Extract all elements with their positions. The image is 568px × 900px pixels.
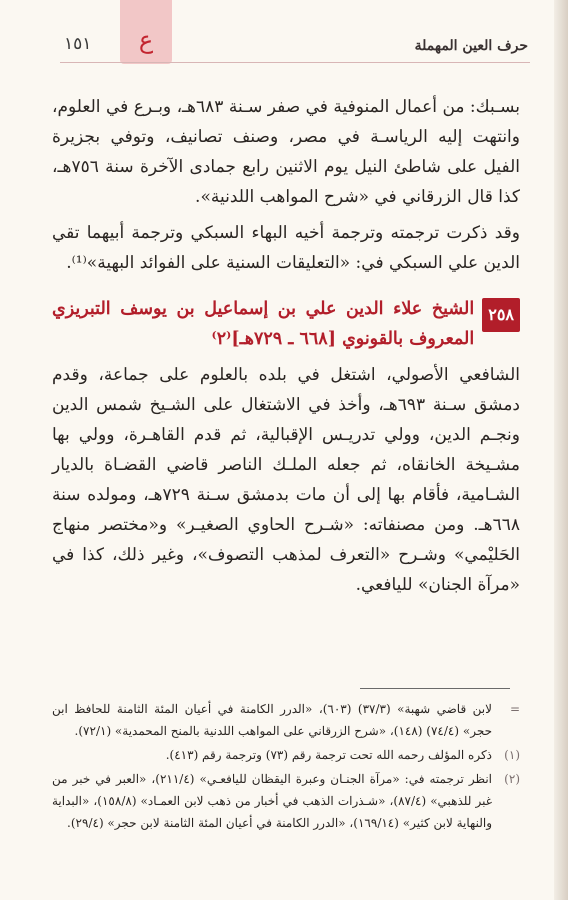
footnote: [52, 698, 520, 742]
paragraph-3: الشافعي الأصولي، اشتغل في بلده بالعلوم على جماعة، وقدم دمشق سـنة ٦٩٣هـ، وأخذ في الاشتغال على الشـيخ شمس الدين ونجـم الدين، وولي تدريـس الإقبالية، ثم قدم القاهـرة، وولي بها مشـيخة الخانقاه، ثم جعله الملـك الناصر قاضي القضـاة بالديار الشـامية، فأقام بها إلى أن مات بدمشق سـنة ٧٢٩هـ، ومولده سنة ٦٦٨هـ. ومن مصنفاته: «شـرح الحاوي الصغيـر» و«مختصر منهاج الحَليْمي» وشـرح «التعرف لمذهب التصوف»، وغير ذلك، كذا في «مرآة الجنان» لليافعي.: [52, 365, 520, 595]
footnote-text: انظر ترجمته في: «مرآة الجنـان وعبرة اليقظان لليافعـي» (٢١١/٤)، «العبر في خبر من غبر للذهبي» (٨٧/٤)، «شـذرات الذهب في أخبار من ذهب لابن العمـاد» (١٥٨/٨)، «البداية والنهاية لابن كثير» (١٦٩/١٤)، «الدرر الكامنة في أعيان المئة الثامنة لابن حجر» (٢٩/٤).: [52, 772, 493, 830]
entry-number: ٢٥٨: [482, 298, 520, 332]
footnote: [52, 768, 520, 834]
footnote-mark: (٢): [504, 772, 520, 786]
paragraph-2: وقد ذكرت ترجمته وترجمة أخيه البهاء السبكي وترجمة أبيهما تقي الدين علي السبكي في: «التعليقات السنية على الفوائد البهية»⁽¹⁾.: [52, 223, 520, 273]
page-number: ١٥١: [64, 34, 92, 54]
header-rule: [60, 62, 530, 63]
footnote: [52, 744, 520, 766]
tab-letter: ع: [138, 26, 154, 54]
page-edge: [554, 0, 568, 900]
footnote-text: لابن قاضي شهبة» (٣٧/٣) (٦٠٣)، «الدرر الكامنة في أعيان المئة الثامنة للحافظ ابن حجر» (٧٤/٤) (١٤٨)، «شرح الزرقاني على المواهب اللدنية بالمنح المحمدية» (٧٢/١).: [52, 702, 492, 738]
footnotes: [52, 698, 520, 836]
footnote-mark: =: [509, 702, 520, 716]
footnote-separator: [360, 688, 510, 689]
footnote-mark: (١): [504, 748, 520, 762]
page-header: [0, 0, 568, 80]
entry-title: الشيخ علاء الدين علي بن إسماعيل بن يوسف التبريزي المعروف بالقونوي [٦٦٨ ـ ٧٢٩هـ]⁽٢⁾: [52, 299, 475, 349]
paragraph-1: بسـبك: من أعمال المنوفية في صفر سـنة ٦٨٣هـ، وبـرع في العلوم، وانتهت إليه الرياسـة في مصر، وصنف تصانيف، وتوفي بجزيرة الفيل على شاطئ النيل يوم الاثنين رابع جمادى الآخرة سنة ٧٥٦هـ، كذا قال الزرقاني في «شرح المواهب اللدنية».: [52, 97, 520, 207]
main-text: [52, 92, 520, 606]
footnote-text: ذكره المؤلف رحمه الله تحت ترجمة رقم (٧٣) وترجمة رقم (٤١٣).: [165, 748, 492, 762]
running-title: حرف العين المهملة: [414, 38, 528, 54]
letter-tab: [120, 0, 172, 64]
entry-heading: [52, 294, 520, 354]
